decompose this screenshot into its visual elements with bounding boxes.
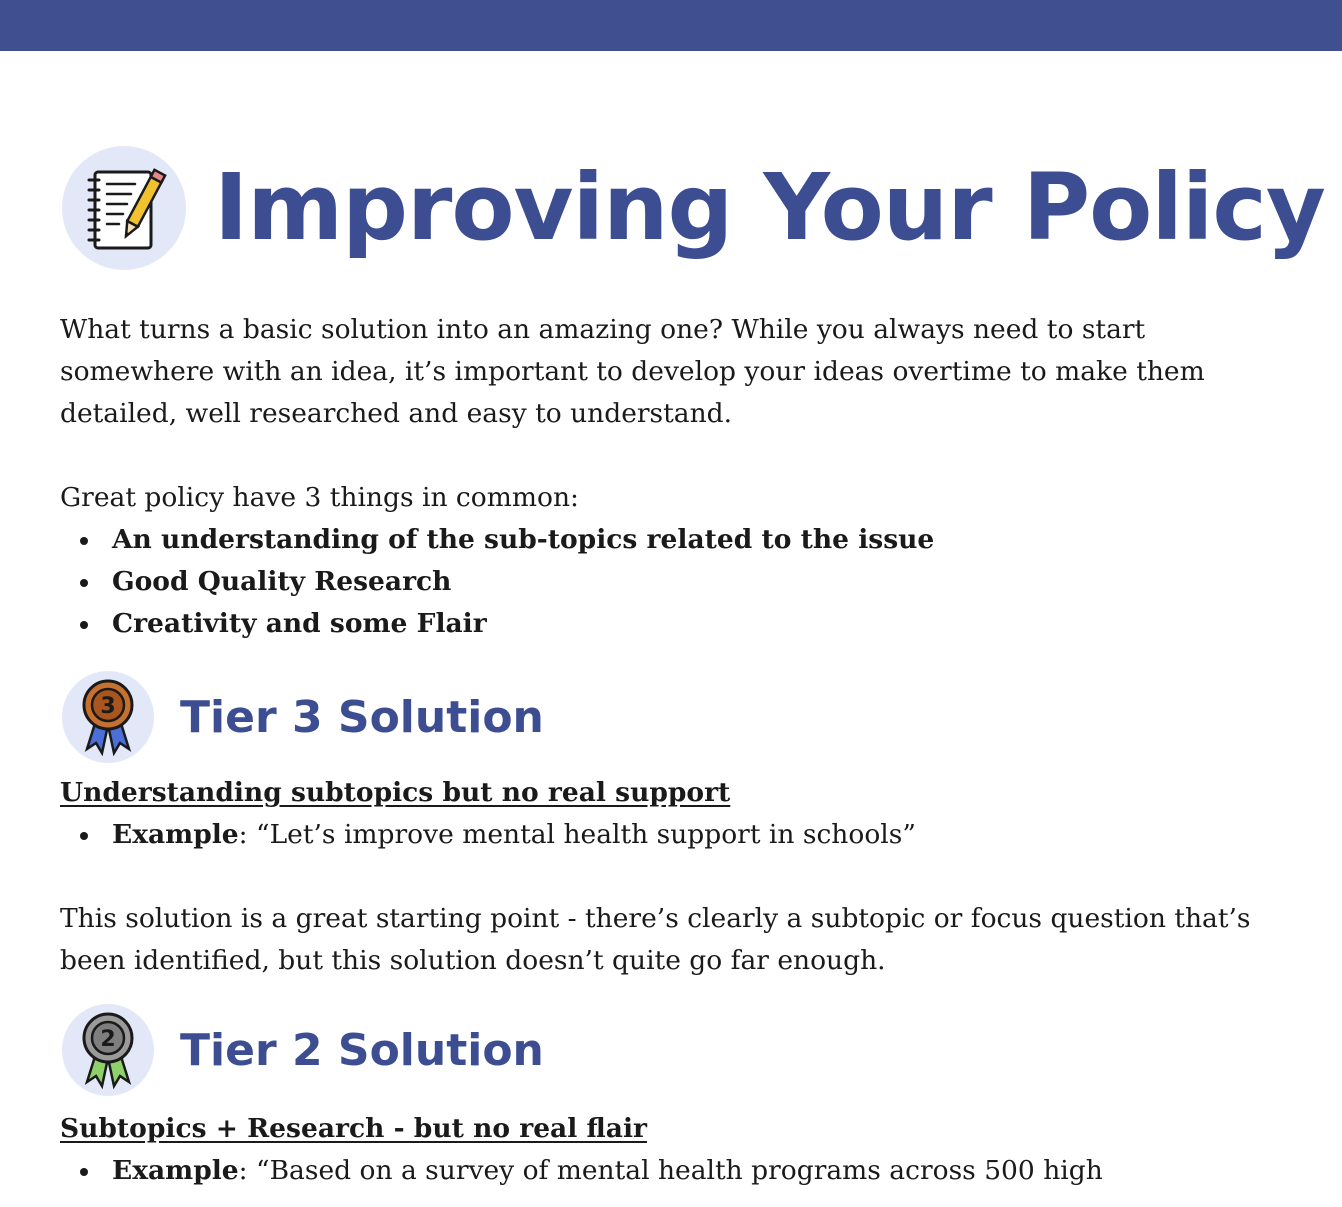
list-item: An understanding of the sub-topics related to the issue	[60, 519, 934, 561]
list-item: Creativity and some Flair	[60, 603, 934, 645]
common-list	[60, 519, 934, 645]
list-item	[60, 1150, 1103, 1192]
tier3-title: Tier 3 Solution	[180, 691, 544, 743]
list-item: Good Quality Research	[60, 561, 934, 603]
example-text: : “Based on a survey of mental health programs across 500 high	[238, 1155, 1103, 1186]
notepad-pencil-icon	[62, 146, 186, 270]
example-text: : “Let’s improve mental health support in schools”	[238, 819, 916, 850]
medal-number: 2	[100, 1027, 116, 1052]
silver-medal-icon	[62, 1004, 154, 1096]
example-label: Example	[112, 1155, 239, 1186]
tier2-title: Tier 2 Solution	[180, 1024, 544, 1076]
page-title-row	[62, 146, 1325, 270]
tier2-subheading: Subtopics + Research - but no real flair	[60, 1113, 647, 1144]
list-item	[60, 814, 916, 856]
top-header-bar	[0, 0, 1342, 51]
tier2-example-list	[60, 1150, 1103, 1192]
tier3-description: This solution is a great starting point - there’s clearly a subtopic or focus question that’s been identified, but this solution doesn’t quite go far enough.	[60, 903, 1251, 976]
common-lead-text: Great policy have 3 things in common:	[60, 482, 579, 513]
tier3-heading-row	[62, 671, 544, 763]
medal-number: 3	[100, 694, 116, 719]
example-label: Example	[112, 819, 239, 850]
intro-paragraph: What turns a basic solution into an amazing one? While you always need to start somewhere with an idea, it’s important to develop your ideas overtime to make them detailed, well researched and easy to understand.	[60, 314, 1205, 429]
page-title: Improving Your Policy	[214, 154, 1325, 261]
tier2-heading-row	[62, 1004, 544, 1096]
tier3-subheading: Understanding subtopics but no real support	[60, 777, 731, 808]
bronze-medal-icon	[62, 671, 154, 763]
tier3-example-list	[60, 814, 916, 856]
